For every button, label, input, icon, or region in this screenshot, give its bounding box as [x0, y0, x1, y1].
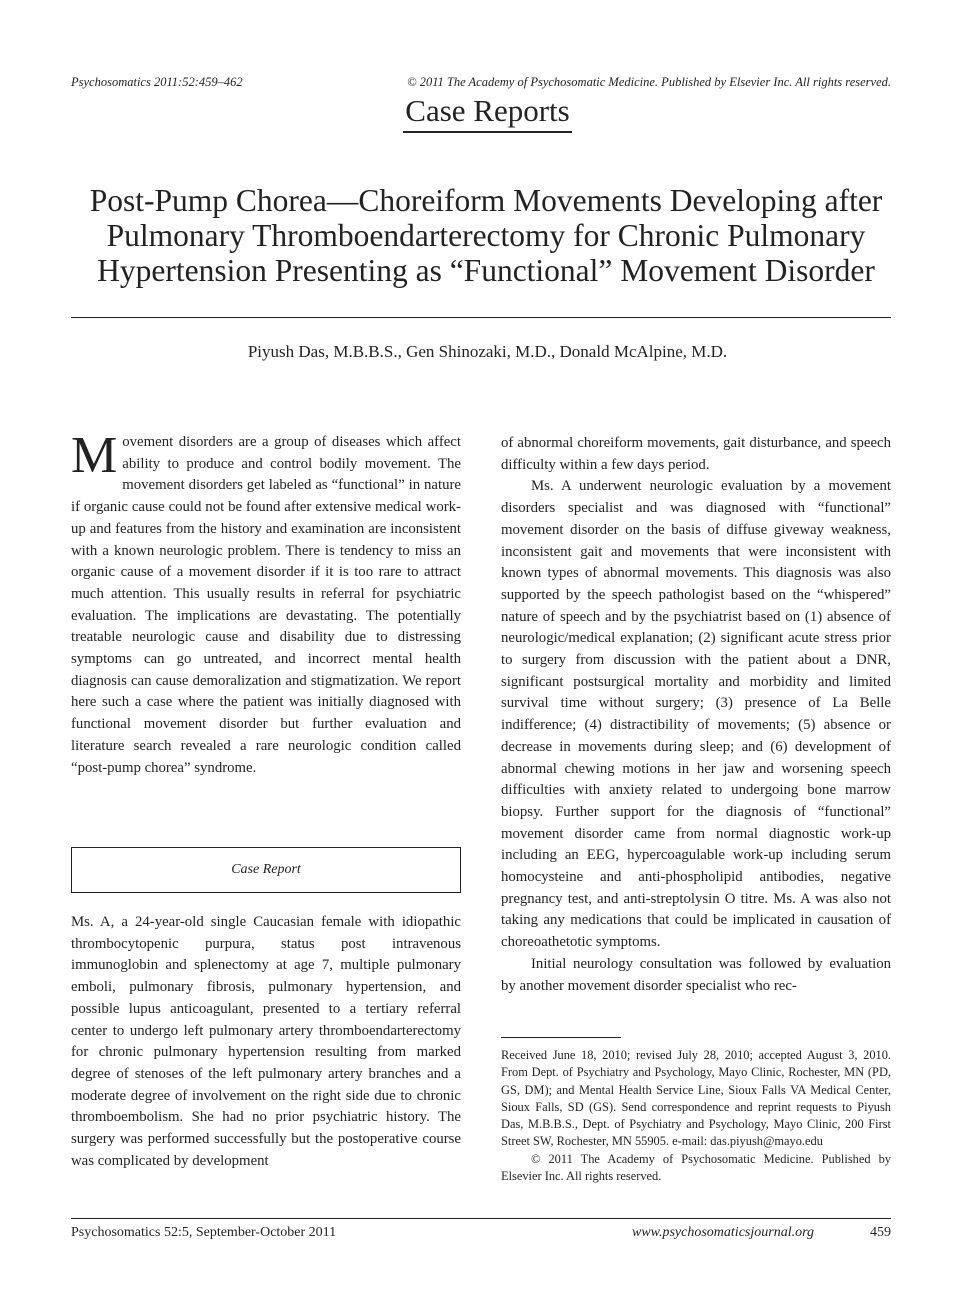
- case-report-paragraph-1: [71, 912, 461, 1172]
- case-paragraph-continuation: of abnormal choreiform movements, gait disturbance, and speech difficulty within a few days period.: [501, 435, 891, 473]
- case-paragraph-3: Initial neurology consultation was followed by evaluation by another movement disorder specialist who rec-: [501, 955, 891, 994]
- case-paragraph-2: Ms. A underwent neurologic evaluation by a movement disorders specialist and was diagnosed with “functional” movement disorder on the basis of diffuse giveway weakness, inconsistent gait and movements that were inconsistent with known types of abnormal movements. This diagnosis was also supported by the speech pathologist based on the “whispered” nature of speech and by the psychiatrist based on (1) absence of neurologic/medical explanation; (2) significant acute stress prior to surgery from discussion with the patient about a DNR, significant postsurgical mortality and morbidity and limited survival time without surgery; (3) presence of La Belle indifference; (4) distractibility of movements; (5) absence or decrease in movements during sleep; and (6) development of abnormal chewing motions in her jaw and worsening speech difficulties with anxiety related to undergoing bone marrow biopsy. Further support for the diagnosis of “functional” movement disorder came from normal diagnostic work-up including an EEG, hypercoagulable work-up including serum homocysteine and anti-phospholipid antibodies, negative pregnancy test, and anti-streptolysin O titre. Ms. A was also not taking any medications that could be implicated in causation of choreoathetotic symptoms.: [501, 478, 891, 951]
- case-report-heading: Case Report: [231, 862, 301, 877]
- section-title-text: Case Reports: [403, 94, 571, 133]
- abstract-text: ovement disorders are a group of diseases which affect ability to produce and control bodily movement. The movement disorders get labeled as “functional” in nature if organic cause could not be found after extensive medical work-up and features from the history and examination are inconsistent with a known neurologic problem. There is tendency to miss an organic cause of a movement disorder if it is too rare to attract much attention. This usually results in referral for psychiatric evaluation. The implications are devastating. The potentially treatable neurologic cause and disability due to distressing symptoms can go untreated, and incorrect mental health diagnosis can cause demoralization and stigmatization. We report here such a case where the patient was initially diagnosed with functional movement disorder but further evaluation and literature search revealed a rare neurologic condition called “post-pump chorea” syndrome.: [71, 434, 461, 776]
- header-copyright: © 2011 The Academy of Psychosomatic Medicine. Published by Elsevier Inc. All rights reserved.: [407, 75, 891, 89]
- footnote-divider: [501, 1037, 621, 1038]
- page-number: 459: [870, 1225, 891, 1240]
- author-list: Piyush Das, M.B.B.S., Gen Shinozaki, M.D., Donald McAlpine, M.D.: [247, 342, 728, 361]
- case-report-heading-box: [71, 847, 461, 893]
- right-column: [501, 433, 891, 997]
- footer-url[interactable]: www.psychosomaticsjournal.org: [632, 1225, 815, 1240]
- footnote-copyright: © 2011 The Academy of Psychosomatic Medicine. Published by Elsevier Inc. All rights reserved.: [501, 1151, 891, 1184]
- footnote: [501, 1047, 891, 1185]
- footer-journal-issue: Psychosomatics 52:5, September-October 2011: [71, 1225, 337, 1240]
- journal-reference: Psychosomatics 2011:52:459–462: [71, 75, 243, 89]
- article-title: Post-Pump Chorea—Choreiform Movements Developing after Pulmonary Thromboendarterectomy for Chronic Pulmonary Hypertension Presenting as “Functional” Movement Disorder: [89, 183, 883, 288]
- footer-divider: [71, 1218, 891, 1219]
- case-paragraph-text: Ms. A, a 24-year-old single Caucasian female with idiopathic thrombocytopenic purpura, status post intravenous immunoglobin and splenectomy at age 7, multiple pulmonary emboli, pulmonary fibrosis, pulmonary hypertension, and possible lupus anticoagulant, presented to a tertiary referral center to undergo left pulmonary artery thromboendarterectomy for chronic pulmonary hypertension resulting from marked degree of stenoses of the left pulmonary artery branches and a moderate degree of involvement on the right side due to chronic thromboembolism. She had no prior psychiatric history. The surgery was performed successfully but the postoperative course was complicated by development: [71, 914, 461, 1169]
- title-divider: [71, 317, 891, 318]
- section-title: [0, 94, 975, 133]
- drop-cap: M: [71, 427, 118, 484]
- abstract: [71, 427, 461, 779]
- received-note: Received June 18, 2010; revised July 28, 2010; accepted August 3, 2010. From Dept. of Psychiatry and Psychology, Mayo Clinic, Rochester, MN (PD, GS, DM); and Mental Health Service Line, Sioux Falls VA Medical Center, Sioux Falls, SD (GS). Send correspondence and reprint requests to Piyush Das, M.B.B.S., Dept. of Psychiatry and Psychology, Mayo Clinic, 200 First Street SW, Rochester, MN 55905. e-mail: das.piyush@mayo.edu: [501, 1048, 891, 1149]
